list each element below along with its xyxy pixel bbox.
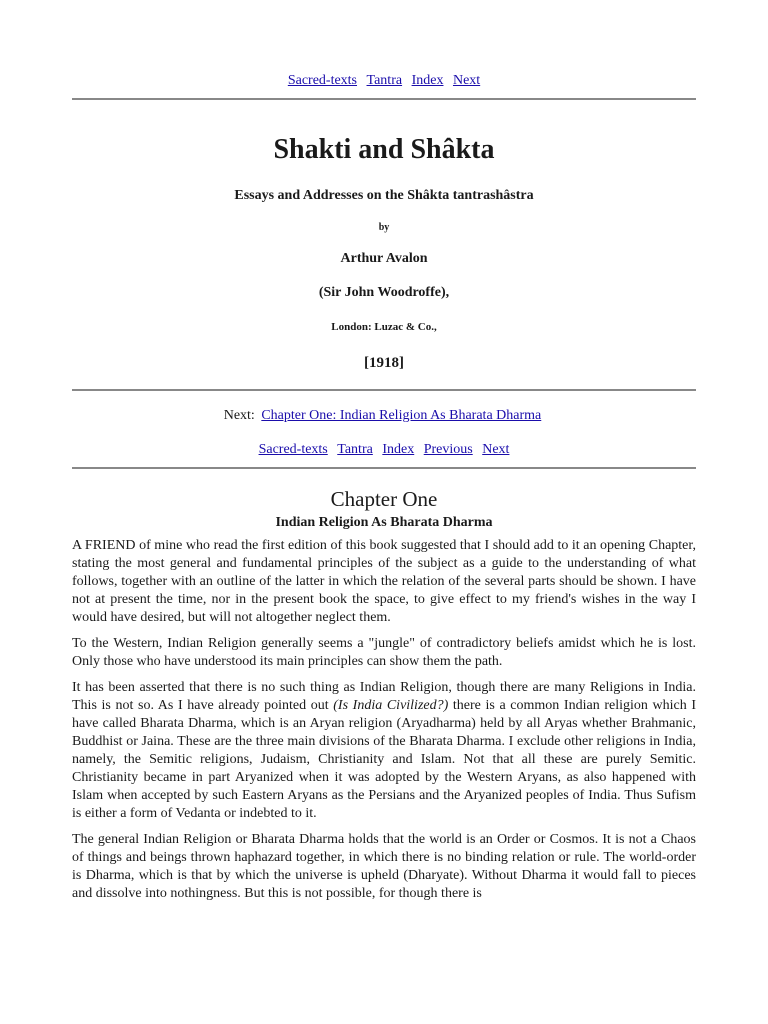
nav-link-next[interactable]: Next: [482, 442, 510, 457]
title-block: [72, 134, 696, 372]
paragraph-4: The general Indian Religion or Bharata Dharma holds that the world is an Order or Cosmos. It is not a Chaos of things and beings thrown haphazard together, in which there is no binding relation or rule. The world-order is Dharma, which is that by which the universe is upheld (Dharyate). Without Dharma it would fall to pieces and dissolve into nothingness. But this is not possible, for though there is: [72, 832, 696, 901]
next-chapter-link[interactable]: Chapter One: Indian Religion As Bharata Dharma: [261, 408, 542, 423]
author-name: Arthur Avalon: [340, 251, 428, 266]
author-alias: (Sir John Woodroffe),: [318, 285, 450, 300]
paragraph-3: [72, 679, 696, 823]
paragraph-1: [72, 537, 696, 627]
nav-link-tantra[interactable]: Tantra: [337, 442, 373, 457]
nav-link-next[interactable]: Next: [452, 73, 481, 88]
chapter-subtitle: Indian Religion As Bharata Dharma: [275, 515, 493, 530]
divider-top: [72, 98, 696, 100]
page: [72, 0, 696, 903]
nav-link-index[interactable]: Index: [382, 442, 415, 457]
book-title: Shakti and Shâkta: [273, 134, 495, 165]
chapter-heading: [72, 487, 696, 531]
next-prefix: Next:: [223, 408, 255, 423]
by-label: by: [378, 222, 390, 233]
publisher: London: Luzac & Co.,: [331, 321, 437, 333]
next-line: [72, 408, 696, 424]
paragraph-1-text: of mine who read the first edition of this book suggested that I should add to it an opening Chapter, stating the most general and fundamental principles of the subject as a guide to the understanding of what follows, together with an outline of the latter in which the relation of the several parts should be shown. I have not at present the time, nor in the present book the space, to give effect to my friend's wishes in the way I would have desired, but will not altogether neglect them.: [72, 538, 696, 625]
chapter-title: Chapter One: [330, 487, 438, 511]
paragraph-3-text-b: there is a common Indian religion which I have called Bharata Dharma, which is an Aryan religion (Aryadharma) held by all Aryas whether Brahmanic, Buddhist or Jaina. These are the three main divisions of the Bharata Dharma. I exclude other religions in India, namely, the Semitic religions, Judaism, Christianity and Islam. Not that all these are purely Semitic. Christianity became in part Aryanized when it was adopted by the Western Aryans, as also happened with Islam when accepted by such Eastern Aryans as the Persians and the Aryanized peoples of India. Thus Sufism is either a form of Vedanta or indebted to it.: [72, 698, 696, 821]
paragraph-3-citation: (Is India Civilized?): [333, 698, 449, 713]
nav-link-tantra[interactable]: Tantra: [366, 73, 403, 88]
top-nav: [72, 0, 696, 89]
drop-lead: A FRIEND: [72, 538, 136, 553]
publication-year: [1918]: [364, 355, 404, 371]
book-subtitle: Essays and Addresses on the Shâkta tantrashâstra: [234, 188, 534, 203]
paragraph-2: To the Western, Indian Religion generally seems a "jungle" of contradictory beliefs amidst which he is lost. Only those who have understood its main principles can show them the path.: [72, 636, 696, 669]
nav-link-index[interactable]: Index: [411, 73, 444, 88]
divider-bottom: [72, 467, 696, 469]
nav-link-sacred-texts[interactable]: Sacred-texts: [287, 73, 358, 88]
bottom-nav: [72, 442, 696, 458]
divider-middle: [72, 389, 696, 391]
nav-link-sacred-texts[interactable]: Sacred-texts: [258, 442, 328, 457]
paragraph-3-text-a: It has been asserted that there is no such thing as Indian Religion, though there are many Religions in India. This is not so. As I have already pointed out: [72, 680, 696, 713]
chapter-body: [72, 537, 696, 903]
nav-link-previous[interactable]: Previous: [423, 442, 473, 457]
